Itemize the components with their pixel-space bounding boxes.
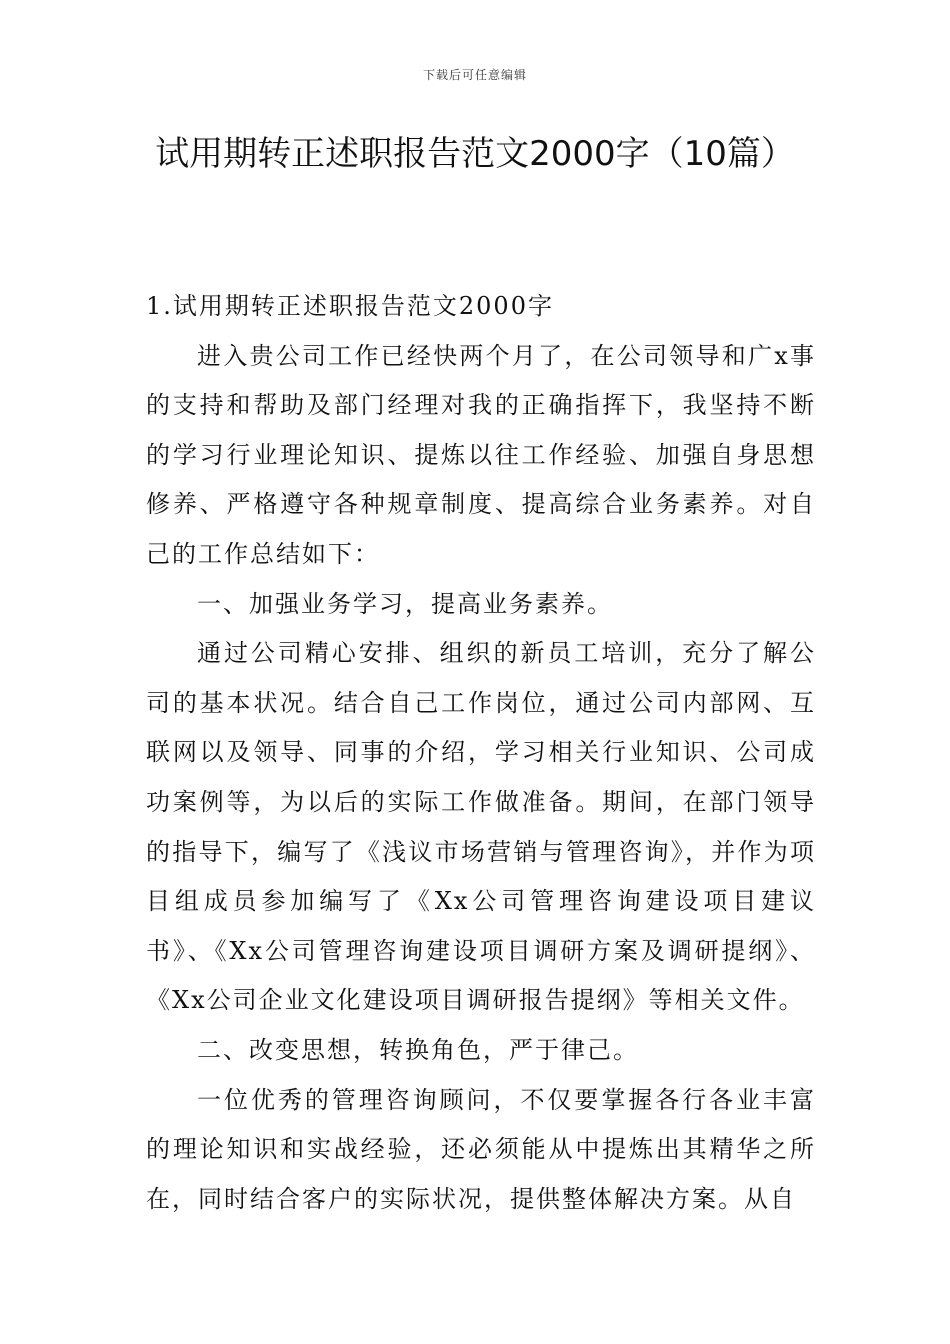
paragraph: 一位优秀的管理咨询顾问，不仅要掌握各行各业丰富的理论知识和实战经验，还必须能从中提炼出其精华之所在，同时结合客户的实际状况，提供整体解决方案。从自	[146, 1085, 816, 1213]
paragraph: 一、加强业务学习，提高业务素养。	[197, 589, 613, 618]
page-title: 试用期转正述职报告范文2000字（10篇）	[155, 134, 795, 174]
section-heading: 1.试用期转正述职报告范文2000字	[146, 292, 554, 320]
header-note: 下载后可任意编辑	[422, 68, 527, 82]
paragraph: 进入贵公司工作已经快两个月了，在公司领导和广x事的支持和帮助及部门经理对我的正确指挥下，我坚持不断的学习行业理论知识、提炼以往工作经验、加强自身思想修养、严格遵守各种规章制度、提高综合业务素养。对自己的工作总结如下：	[146, 341, 816, 568]
paragraph: 通过公司精心安排、组织的新员工培训，充分了解公司的基本状况。结合自己工作岗位，通过公司内部网、互联网以及领导、同事的介绍，学习相关行业知识、公司成功案例等，为以后的实际工作做准备。期间，在部门领导的指导下，编写了《浅议市场营销与管理咨询》，并作为项目组成员参加编写了《Xx公司管理咨询建设项目建议书》、《Xx公司管理咨询建设项目调研方案及调研提纲》、《Xx公司企业文化建设项目调研报告提纲》等相关文件。	[146, 639, 816, 1015]
document-body	[146, 282, 816, 1224]
paragraph: 二、改变思想，转换角色，严于律己。	[197, 1035, 639, 1064]
